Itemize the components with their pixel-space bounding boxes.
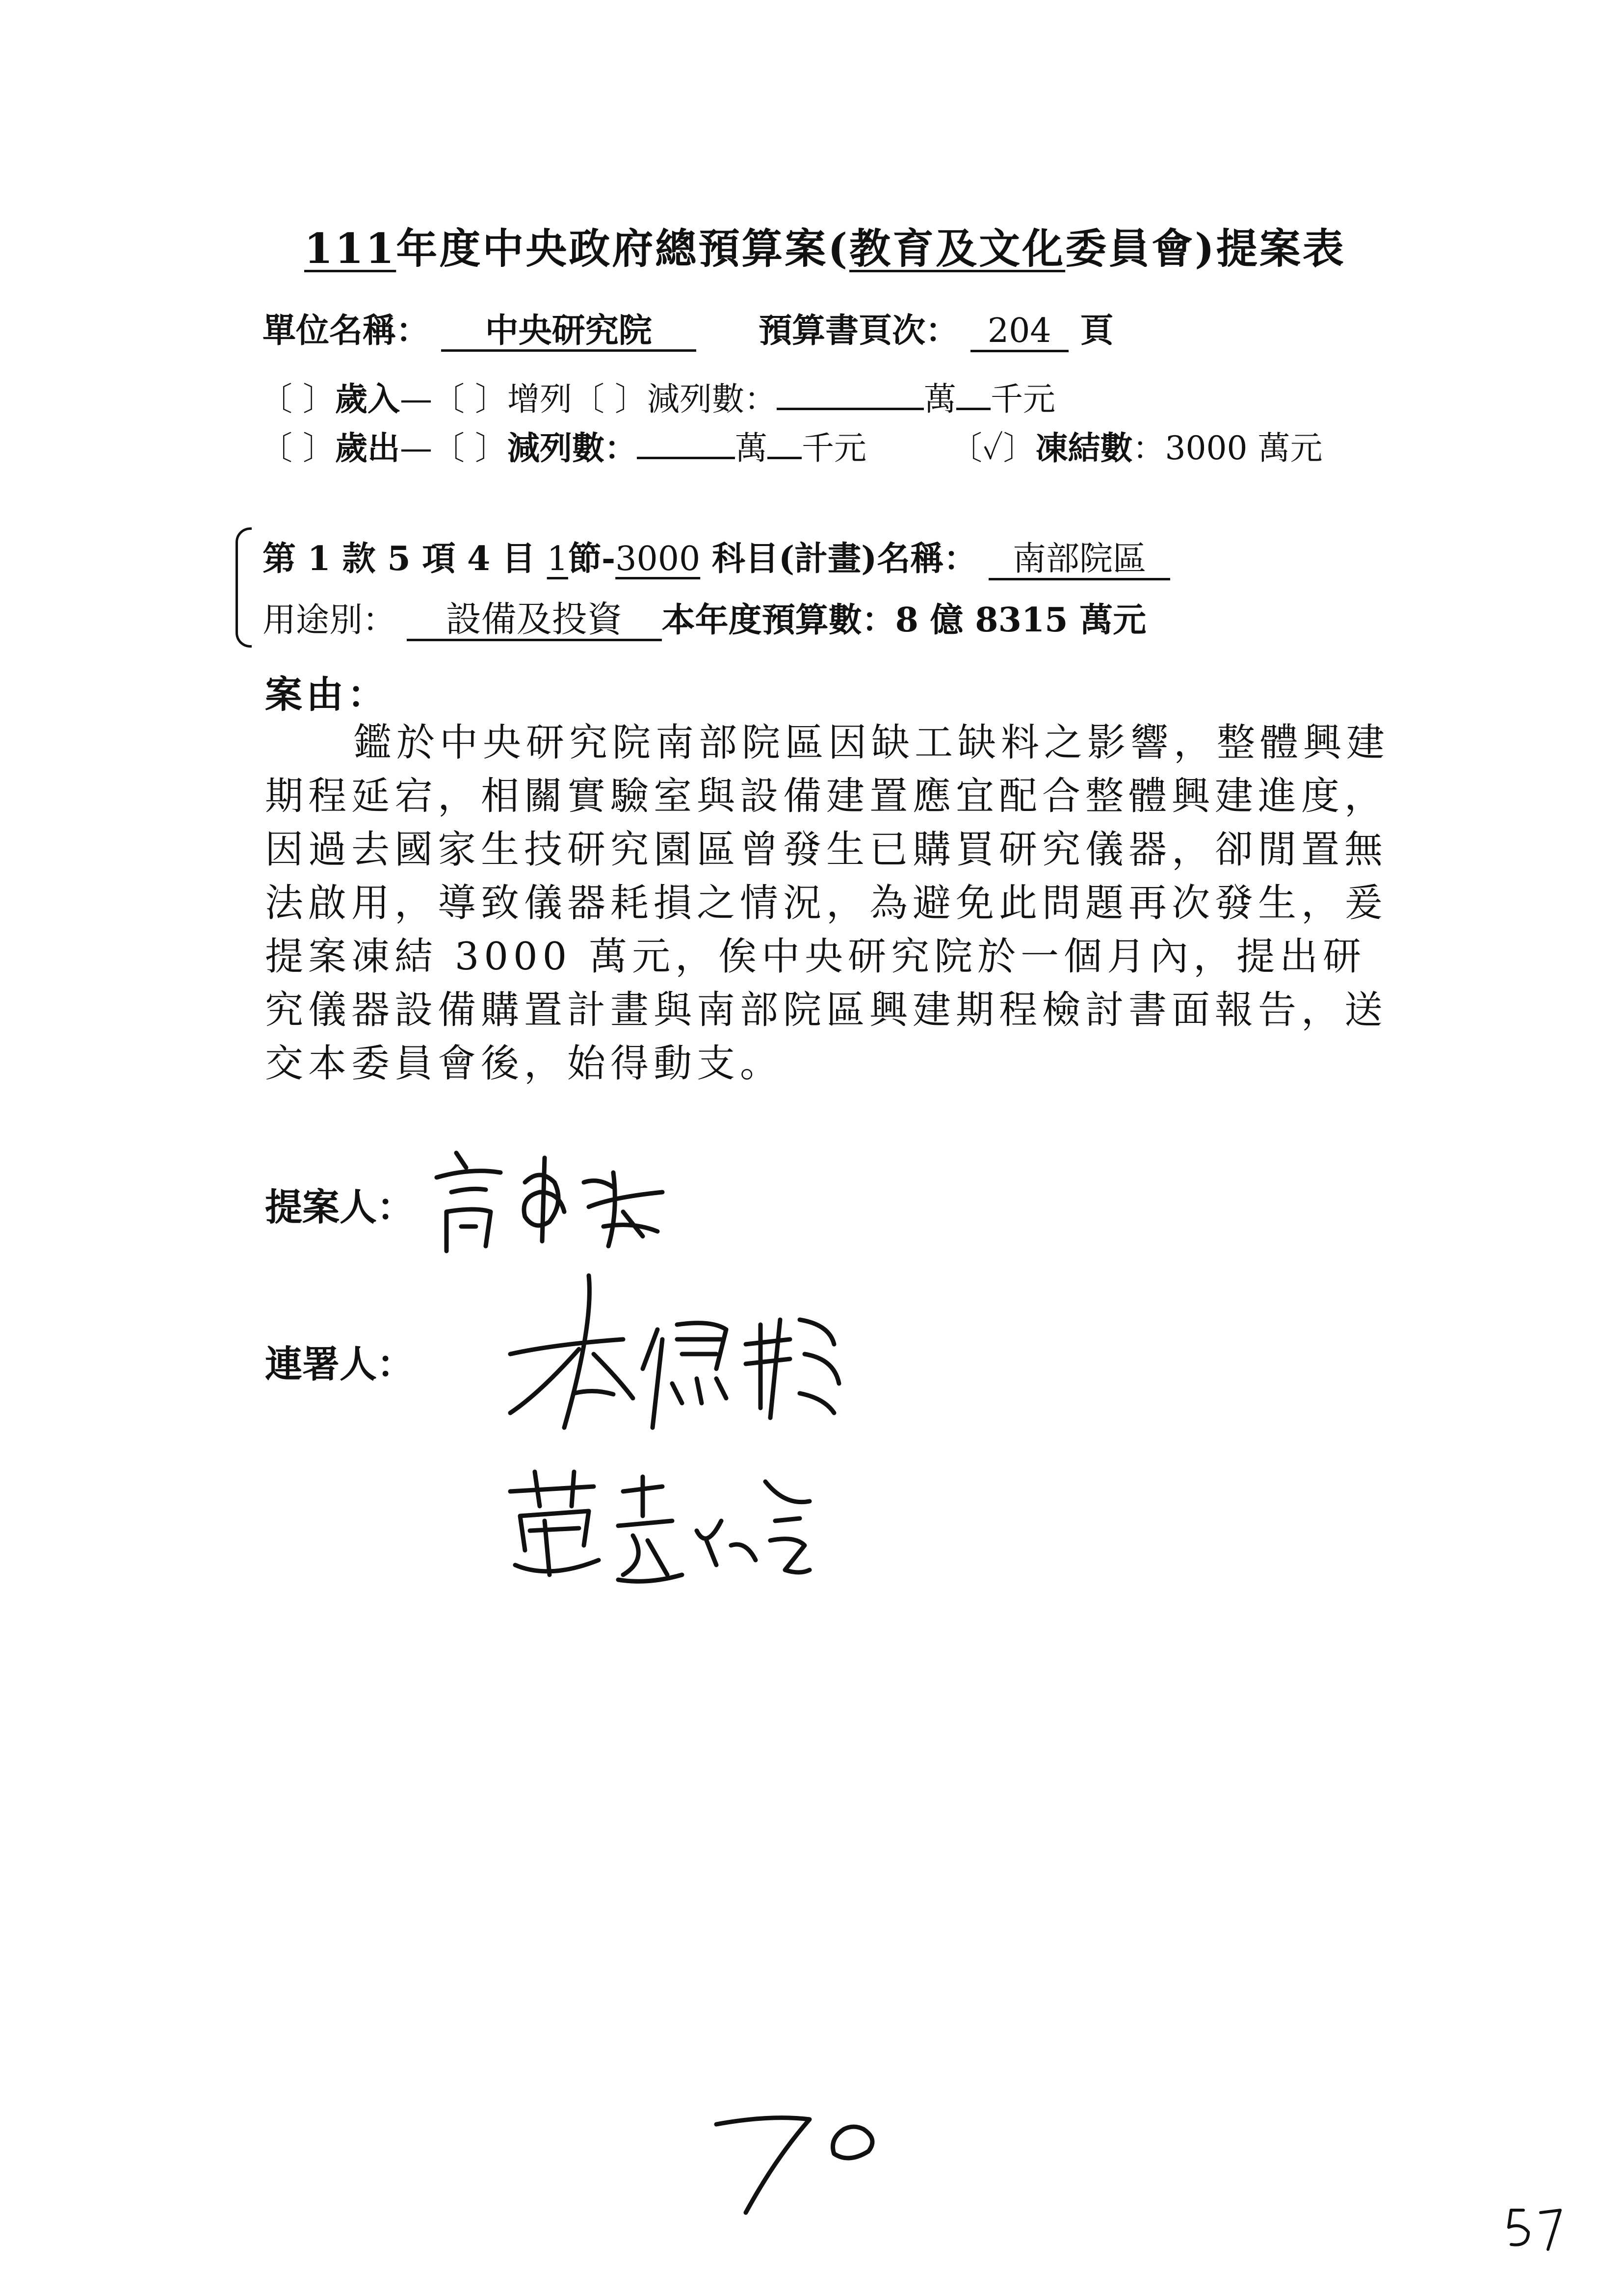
title-committee: 教育及文化	[849, 224, 1066, 273]
revenue-dash: —〔 〕	[399, 380, 507, 418]
cosigners-label: 連署人：	[265, 1342, 414, 1386]
item-jie-num: 1	[547, 540, 568, 578]
cosigner-signature-1	[496, 1266, 849, 1442]
unit-value: 中央研究院	[441, 313, 696, 352]
expense-box: 〔 〕	[260, 429, 335, 467]
revenue-increase: 增列	[507, 380, 572, 418]
usage-value: 設備及投資	[407, 600, 662, 641]
expense-dash: —〔 〕	[399, 429, 507, 467]
unit-row	[262, 304, 1113, 352]
title-part1: 年度中央政府總預算案(	[396, 224, 850, 273]
freeze-checkbox: 〔✓〕	[949, 429, 1036, 467]
expense-qianyuan: 千元	[801, 429, 866, 467]
item-row	[262, 532, 1170, 580]
item-kuan: 第 1 款 5 項 4 目	[262, 539, 535, 578]
page-unit: 頁	[1080, 311, 1114, 350]
expense-wan: 萬	[734, 429, 767, 467]
usage-row	[262, 594, 1146, 641]
revenue-box: 〔 〕	[260, 380, 335, 418]
revenue-wan: 萬	[923, 380, 956, 418]
revenue-qianyuan: 千元	[990, 380, 1055, 418]
reason-text: 鑑於中央研究院南部院區因缺工缺料之影響，整體興建期程延宕，相關實驗室與設備建置應宜配合整體興建進度，因過去國家生技研究園區曾發生已購買研究儀器，卻閒置無法啟用，導致儀器耗損之情況，為避免此問題再次發生，爰提案凍結 3000 萬元，俟中央研究院於一個月內，提出研究儀器設備購置計畫與南部院區興建期程檢討書面報告，送交本委員會後，始得動支。	[265, 721, 1390, 1086]
page-number	[1501, 2203, 1570, 2257]
item-bracket	[236, 527, 252, 648]
usage-label: 用途別：	[262, 601, 396, 640]
page-value: 204	[970, 313, 1069, 352]
revenue-row	[260, 373, 1055, 419]
expense-decrease: 減列數：	[507, 429, 637, 467]
cosigner-signature-2	[500, 1462, 814, 1590]
expense-label: 歲出	[335, 429, 400, 467]
budget-amount: 本年度預算數：8 億 8315 萬元	[661, 600, 1147, 640]
freeze-label: 凍結數	[1035, 429, 1133, 467]
item-subject-value: 南部院區	[989, 541, 1170, 580]
unit-label: 單位名稱：	[262, 311, 430, 350]
revenue-label: 歲入	[335, 380, 400, 418]
expense-row	[260, 422, 1323, 469]
page-label: 預算書頁次：	[759, 311, 959, 350]
item-jie: 節-	[568, 539, 616, 578]
reason-heading: 案由：	[265, 673, 389, 716]
freeze-value: ：3000 萬元	[1132, 429, 1323, 467]
title-part2: 委員會)提案表	[1065, 224, 1346, 273]
revenue-decrease: 減列數：	[647, 380, 777, 418]
title-year: 111	[304, 224, 396, 273]
handwritten-number	[697, 2100, 903, 2227]
proposer-signature	[427, 1138, 682, 1261]
item-subject-label: 科目(計畫)名稱：	[711, 539, 977, 578]
document-title	[304, 216, 1346, 275]
item-subject-num: 3000	[615, 540, 701, 578]
proposer-label: 提案人：	[265, 1185, 414, 1229]
revenue-box-2: 〔 〕	[572, 380, 647, 418]
reason-body	[265, 716, 1393, 1091]
